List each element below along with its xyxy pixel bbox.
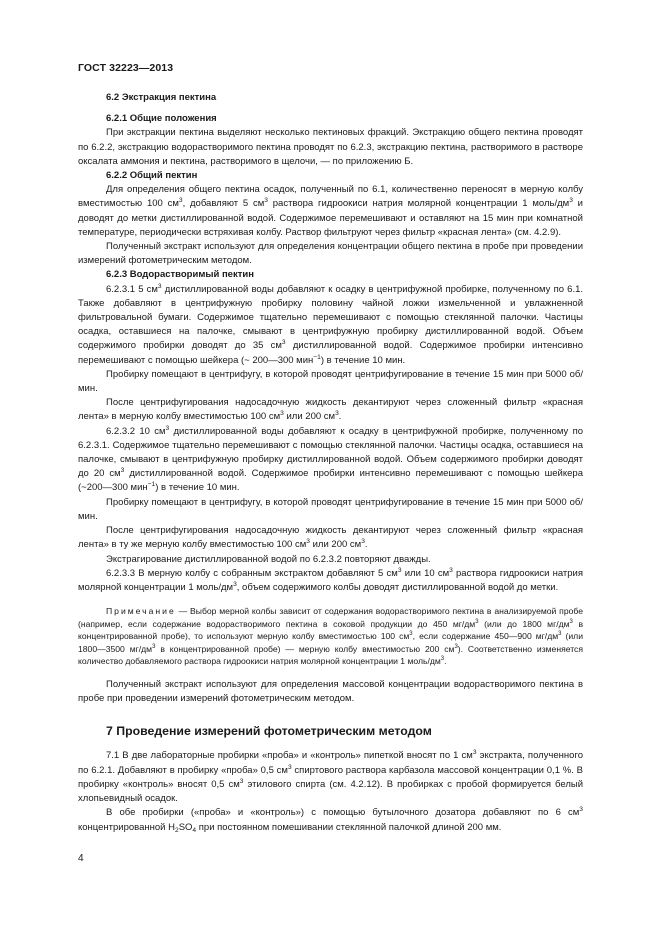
paragraph: 6.2.3.1 5 $см^3$ дистиллированной воды добавляют к осадку в центрифужной пробирке, полученному по 6.1. Также добавляют в центрифужную пробирку половину чайной ложки измельченной и увлажненной фильтровальной бумаги. Содержимое тщательно перемешивают с помощью стеклянной палочки. Частицы осадка, оставшиеся на палочке, смывают в центрифужную пробирку дистиллированной водой. Объем содержимого пробирки доводят до 35 $см^3$ дистиллированной водой. Содержимое пробирки интенсивно перемешивают с помощью шейкера (~ 200—300 мин$^{-1}$) в течение 10 мин. [78, 282, 584, 366]
paragraph: 6.2.3.2 10 $см^3$ дистиллированной воды добавляют к осадку в центрифужной пробирке, полученному по 6.2.3.1. Содержимое тщательно перемешивают с помощью стеклянной палочки. Частицы осадка, оставшиеся на палочке, смывают в центрифужную пробирку дистиллированной водой. Объем содержимого пробирки доводят до 20 $см^3$ дистиллированной водой. Содержимое пробирки интенсивно перемешивают с помощью шейкера (~200—300 мин$^{-1}$) в течение 10 мин. [78, 424, 583, 494]
paragraph: 6.2.3.3 В мерную колбу с собранным экстрактом добавляют 5 $см^3$ или 10 $см^3$ раствора гидроокиси натрия молярной концентрации 1 моль/$дм^3$, объем содержимого колбы доводят дистиллированной водой до метки. [78, 566, 583, 593]
paragraph: При экстракции пектина выделяют несколько пектиновых фракций. Экстракцию общего пектина проводят по 6.2.2, экстракцию водорастворимого пектина проводят по 6.2.3, экстракцию пектина, растворимого в растворе оксалата аммония и пектина, растворимого в щелочи, — по приложению Б. [78, 127, 583, 167]
paragraph: После центрифугирования надосадочную жидкость декантируют через сложенный фильтр «красная лента» в мерную колбу вместимостью 100 $см^3$ или 200 $см^3$. [78, 397, 583, 423]
document-header: ГОСТ 32223—2013 [78, 62, 174, 74]
note-label: Примечание [106, 606, 176, 617]
paragraph: Пробирку помещают в центрифугу, в которой проводят центрифугирование в течение 15 мин при 5000 об/мин. [78, 496, 583, 522]
paragraph: Пробирку помещают в центрифугу, в которой проводят центрифугирование в течение 15 мин при 5000 об/мин. [78, 368, 583, 395]
paragraph: После центрифугирования надосадочную жидкость декантируют через сложенный фильтр «красная лента» в ту же мерную колбу вместимостью 100 $см^3$ или 200 $см^3$. [78, 525, 583, 551]
paragraph: В обе пробирки («проба» и «контроль») с помощью бутылочного дозатора добавляют по 6 $см^3$ концентрированной $H_2SO_4$ при постоянном помешивании стеклянной палочкой длиной 200 мм. [78, 806, 583, 834]
paragraph: 7.1 В две лабораторные пробирки «проба» и «контроль» пипеткой вносят по 1 $см^3$ экстракта, полученного по 6.2.1. Добавляют в пробирку «проба» 0,5 $см^3$ спиртового раствора карбазола массовой концентрации 0,1 %. В пробирку «контроль» вносят 0,5 $см^3$ этилового спирта (см. 4.2.12). В пробирках с пробой формируется белый хлопьевидный осадок. [78, 749, 583, 805]
paragraph: Полученный экстракт используют для определения массовой концентрации водорастворимого пектина в пробе при проведении измерений фотометрическим методом. [78, 679, 583, 705]
section-7-heading: 7 Проведение измерений фотометрическим методом [106, 724, 432, 739]
document-body [78, 91, 583, 835]
page-number: 4 [78, 853, 84, 864]
paragraph: Для определения общего пектина осадок, полученный по 6.1, количественно переносят в мерную колбу вместимостью 100 $см^3$, добавляют 5 $см^3$ раствора гидроокиси натрия молярной концентрации 1 моль/$дм^3$ и доводят до метки дистиллированной водой. Содержимое перемешивают и оставляют на 15 мин при комнатной температуре, периодически встряхивая колбу. Раствор фильтруют через фильтр «красная лента» (см. 4.2.9). [78, 184, 583, 238]
paragraph: Полученный экстракт используют для определения концентрации общего пектина в пробе при проведении измерений фотометрическим методом. [78, 241, 583, 267]
section-6-2-3-heading: 6.2.3 Водорастворимый пектин [106, 269, 254, 281]
note: Примечание — Выбор мерной колбы зависит от содержания водорастворимого пектина в анализируемой пробе (например, если содержание водорастворимого пектина в соковой продукции до 450 $мг/дм^3$ (или до 1800 $мг/дм^3$ в концентрированной пробе), то используют мерную колбу вместимостью 100 $см^3$, если содержание 450—900 $мг/дм^3$ (или 1800—3500 $мг/дм^3$ в концентрированной пробе) — мерную колбу вместимостью 200 $см^3$). Соответственно изменяется количество добавляемого раствора гидроокиси натрия молярной концентрации 1 моль/$дм^3$. [78, 606, 584, 667]
section-6-2-1-heading: 6.2.1 Общие положения [106, 113, 217, 125]
section-6-2-heading: 6.2 Экстракция пектина [106, 92, 217, 103]
paragraph: Экстрагирование дистиллированной водой по 6.2.3.2 повторяют дважды. [106, 553, 431, 565]
section-6-2-2-heading: 6.2.2 Общий пектин [106, 170, 198, 182]
